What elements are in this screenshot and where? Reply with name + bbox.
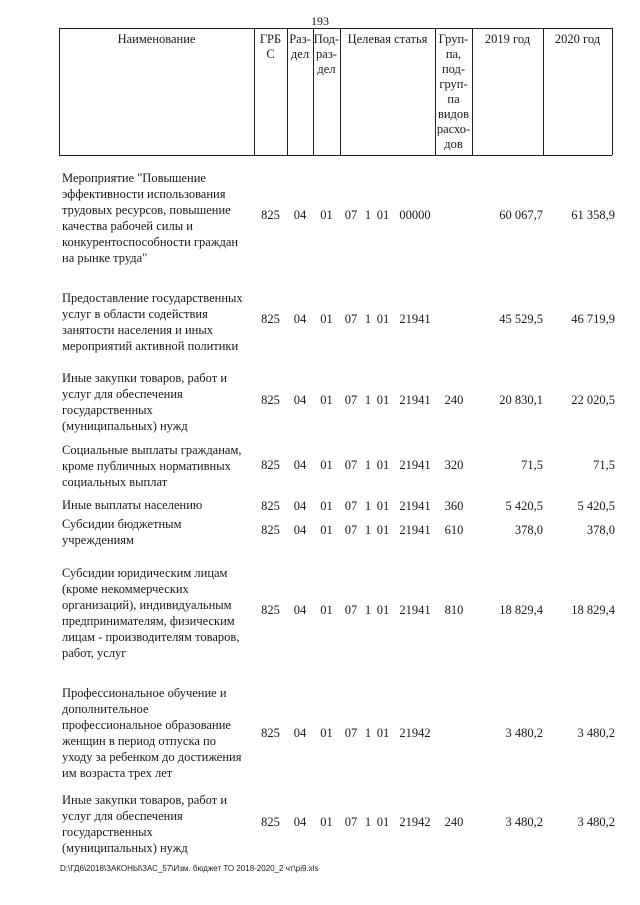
cell-razdel: 04 (293, 458, 307, 472)
header-group-line: расхо- (436, 122, 471, 136)
cell-t2: 1 (364, 208, 372, 222)
row-name-line: дополнительное (62, 702, 149, 716)
header-group-line: па (447, 92, 460, 106)
header-group-line: Груп- (438, 32, 469, 46)
cell-t2: 1 (364, 458, 372, 472)
cell-grbs: 825 (261, 208, 280, 222)
cell-podrazdel: 01 (320, 312, 333, 326)
cell-t3: 01 (376, 208, 390, 222)
row-name-line: женщин в период отпуска по (62, 734, 216, 748)
cell-y2019: 18 829,4 (499, 603, 543, 617)
row-name-line: Социальные выплаты гражданам, (62, 443, 242, 457)
cell-grbs: 825 (261, 499, 280, 513)
cell-group: 320 (444, 458, 464, 472)
cell-y2019: 3 480,2 (505, 815, 543, 829)
cell-grbs: 825 (261, 312, 280, 326)
cell-y2020: 71,5 (593, 458, 615, 472)
cell-podrazdel: 01 (320, 458, 333, 472)
cell-y2020: 3 480,2 (577, 815, 615, 829)
cell-podrazdel: 01 (320, 603, 333, 617)
cell-t3: 01 (376, 312, 390, 326)
header-podrazdel-line: Под- (313, 32, 340, 46)
cell-t3: 01 (376, 523, 390, 537)
row-name-line: Профессиональное обучение и (62, 686, 227, 700)
cell-t1: 07 (344, 393, 358, 407)
cell-t4: 21941 (399, 312, 431, 326)
row-name-line: Субсидии бюджетным (62, 517, 182, 531)
header-group-line: видов (437, 107, 470, 121)
cell-razdel: 04 (293, 726, 307, 740)
header-razdel-line: дел (290, 47, 310, 61)
row-name-line: предпринимателям, физическим (62, 614, 235, 628)
cell-t2: 1 (364, 312, 372, 326)
cell-grbs: 825 (261, 458, 280, 472)
cell-podrazdel: 01 (320, 523, 333, 537)
cell-y2019: 71,5 (521, 458, 543, 472)
header-grbs-line: ГРБ (259, 32, 282, 46)
cell-t4: 21942 (399, 815, 431, 829)
header-group-line: под- (441, 62, 466, 76)
cell-t2: 1 (364, 603, 372, 617)
cell-podrazdel: 01 (320, 208, 333, 222)
row-name-line: работ, услуг (62, 646, 127, 660)
row-name-line: учреждениям (62, 533, 134, 547)
row-name-line: услуг для обеспечения (62, 809, 183, 823)
header-grbs-line: С (266, 47, 275, 61)
cell-t1: 07 (344, 815, 358, 829)
row-name-line: Иные закупки товаров, работ и (62, 371, 228, 385)
cell-group: 610 (444, 523, 464, 537)
row-name-line: государственных (62, 403, 153, 417)
cell-t4: 21941 (399, 499, 431, 513)
cell-t3: 01 (376, 458, 390, 472)
row-name-line: на рынке труда" (62, 251, 148, 265)
cell-razdel: 04 (293, 499, 307, 513)
cell-t3: 01 (376, 393, 390, 407)
row-name (62, 442, 262, 490)
cell-razdel: 04 (293, 312, 307, 326)
row-name-line: качества рабочей силы и (62, 219, 193, 233)
row-name-line: (кроме некоммерческих (62, 582, 189, 596)
header-podrazdel (313, 32, 340, 77)
cell-razdel: 04 (293, 815, 307, 829)
header-grbs (254, 32, 287, 62)
cell-t1: 07 (344, 312, 358, 326)
cell-t4: 21941 (399, 523, 431, 537)
row-name (62, 516, 262, 548)
row-name-line: мероприятий активной политики (62, 339, 239, 353)
cell-t2: 1 (364, 815, 372, 829)
cell-t1: 07 (344, 726, 358, 740)
row-name-line: лицам - производителям товаров, (62, 630, 240, 644)
header-group (435, 32, 472, 152)
cell-y2020: 22 020,5 (571, 393, 615, 407)
cell-group: 360 (444, 499, 464, 513)
header-podrazdel-line: дел (317, 62, 336, 76)
cell-grbs: 825 (261, 726, 280, 740)
cell-y2019: 378,0 (514, 523, 543, 537)
cell-t4: 21941 (399, 393, 431, 407)
cell-y2019: 45 529,5 (499, 312, 543, 326)
cell-razdel: 04 (293, 523, 307, 537)
header-2020: 2020 год (554, 32, 601, 46)
row-name-line: (муниципальных) нужд (62, 841, 188, 855)
cell-y2019: 5 420,5 (505, 499, 543, 513)
row-name-line: услуг для обеспечения (62, 387, 183, 401)
cell-y2020: 61 358,9 (571, 208, 615, 222)
cell-y2020: 3 480,2 (577, 726, 615, 740)
cell-y2019: 3 480,2 (505, 726, 543, 740)
page-number: 193 (311, 14, 329, 28)
header-group-line: па, (445, 47, 462, 61)
cell-t1: 07 (344, 523, 358, 537)
row-name-line: организаций), индивидуальным (62, 598, 232, 612)
header-name: Наименование (117, 32, 196, 46)
header-target: Целевая статья (347, 32, 428, 46)
row-name (62, 792, 262, 856)
row-name-line: Иные закупки товаров, работ и (62, 793, 228, 807)
row-name-line: государственных (62, 825, 153, 839)
cell-t1: 07 (344, 208, 358, 222)
cell-grbs: 825 (261, 393, 280, 407)
cell-podrazdel: 01 (320, 393, 333, 407)
cell-y2020: 46 719,9 (571, 312, 615, 326)
row-name-line: Предоставление государственных (62, 291, 243, 305)
cell-t4: 00000 (399, 208, 431, 222)
row-name-line: (муниципальных) нужд (62, 419, 188, 433)
row-name-line: Мероприятие "Повышение (62, 171, 206, 185)
cell-t2: 1 (364, 726, 372, 740)
row-name-line: профессиональное образование (62, 718, 231, 732)
cell-t3: 01 (376, 726, 390, 740)
cell-t3: 01 (376, 499, 390, 513)
row-name-line: услуг в области содействия (62, 307, 208, 321)
cell-t3: 01 (376, 815, 390, 829)
row-name-line: конкурентоспособности граждан (62, 235, 239, 249)
cell-group: 240 (444, 393, 464, 407)
row-name (62, 685, 262, 781)
header-razdel-line: Раз- (289, 32, 311, 46)
cell-y2020: 5 420,5 (577, 499, 615, 513)
cell-razdel: 04 (293, 393, 307, 407)
row-name-line: Субсидии юридическим лицам (62, 566, 228, 580)
cell-y2020: 378,0 (586, 523, 615, 537)
cell-razdel: 04 (293, 208, 307, 222)
cell-t3: 01 (376, 603, 390, 617)
cell-t4: 21941 (399, 603, 431, 617)
row-name-line: кроме публичных нормативных (62, 459, 231, 473)
row-name-line: уходу за ребенком до достижения (62, 750, 242, 764)
cell-t2: 1 (364, 393, 372, 407)
cell-grbs: 825 (261, 815, 280, 829)
row-name-line: занятости населения и иных (62, 323, 213, 337)
header-podrazdel-line: раз- (316, 47, 337, 61)
cell-podrazdel: 01 (320, 499, 333, 513)
cell-podrazdel: 01 (320, 815, 333, 829)
row-name-line: Иные выплаты населению (62, 498, 203, 512)
file-path-footer: D:\ГД6\2018\ЗАКОНЫ\ЗАС_57\Изм. бюджет ТО 2018-2020_2 чт\рi9.xls (60, 864, 319, 873)
header-group-line: дов (444, 137, 463, 151)
row-name (62, 290, 262, 354)
cell-razdel: 04 (293, 603, 307, 617)
cell-y2020: 18 829,4 (571, 603, 615, 617)
cell-grbs: 825 (261, 603, 280, 617)
cell-grbs: 825 (261, 523, 280, 537)
cell-t4: 21941 (399, 458, 431, 472)
row-name (62, 170, 262, 266)
cell-t2: 1 (364, 499, 372, 513)
row-name-line: им возраста трех лет (62, 766, 173, 780)
row-name-line: социальных выплат (62, 475, 168, 489)
row-name-line: трудовых ресурсов, повышение (62, 203, 231, 217)
cell-t1: 07 (344, 458, 358, 472)
cell-group: 240 (444, 815, 464, 829)
header-group-line: груп- (439, 77, 468, 91)
cell-t1: 07 (344, 499, 358, 513)
cell-y2019: 60 067,7 (499, 208, 543, 222)
row-name-line: эффективности использования (62, 187, 226, 201)
cell-podrazdel: 01 (320, 726, 333, 740)
row-name (62, 497, 262, 513)
header-2019: 2019 год (484, 32, 531, 46)
row-name (62, 370, 262, 434)
row-name (62, 565, 262, 661)
header-razdel (287, 32, 313, 62)
cell-t2: 1 (364, 523, 372, 537)
cell-y2019: 20 830,1 (499, 393, 543, 407)
cell-group: 810 (444, 603, 464, 617)
cell-t1: 07 (344, 603, 358, 617)
cell-t4: 21942 (399, 726, 431, 740)
